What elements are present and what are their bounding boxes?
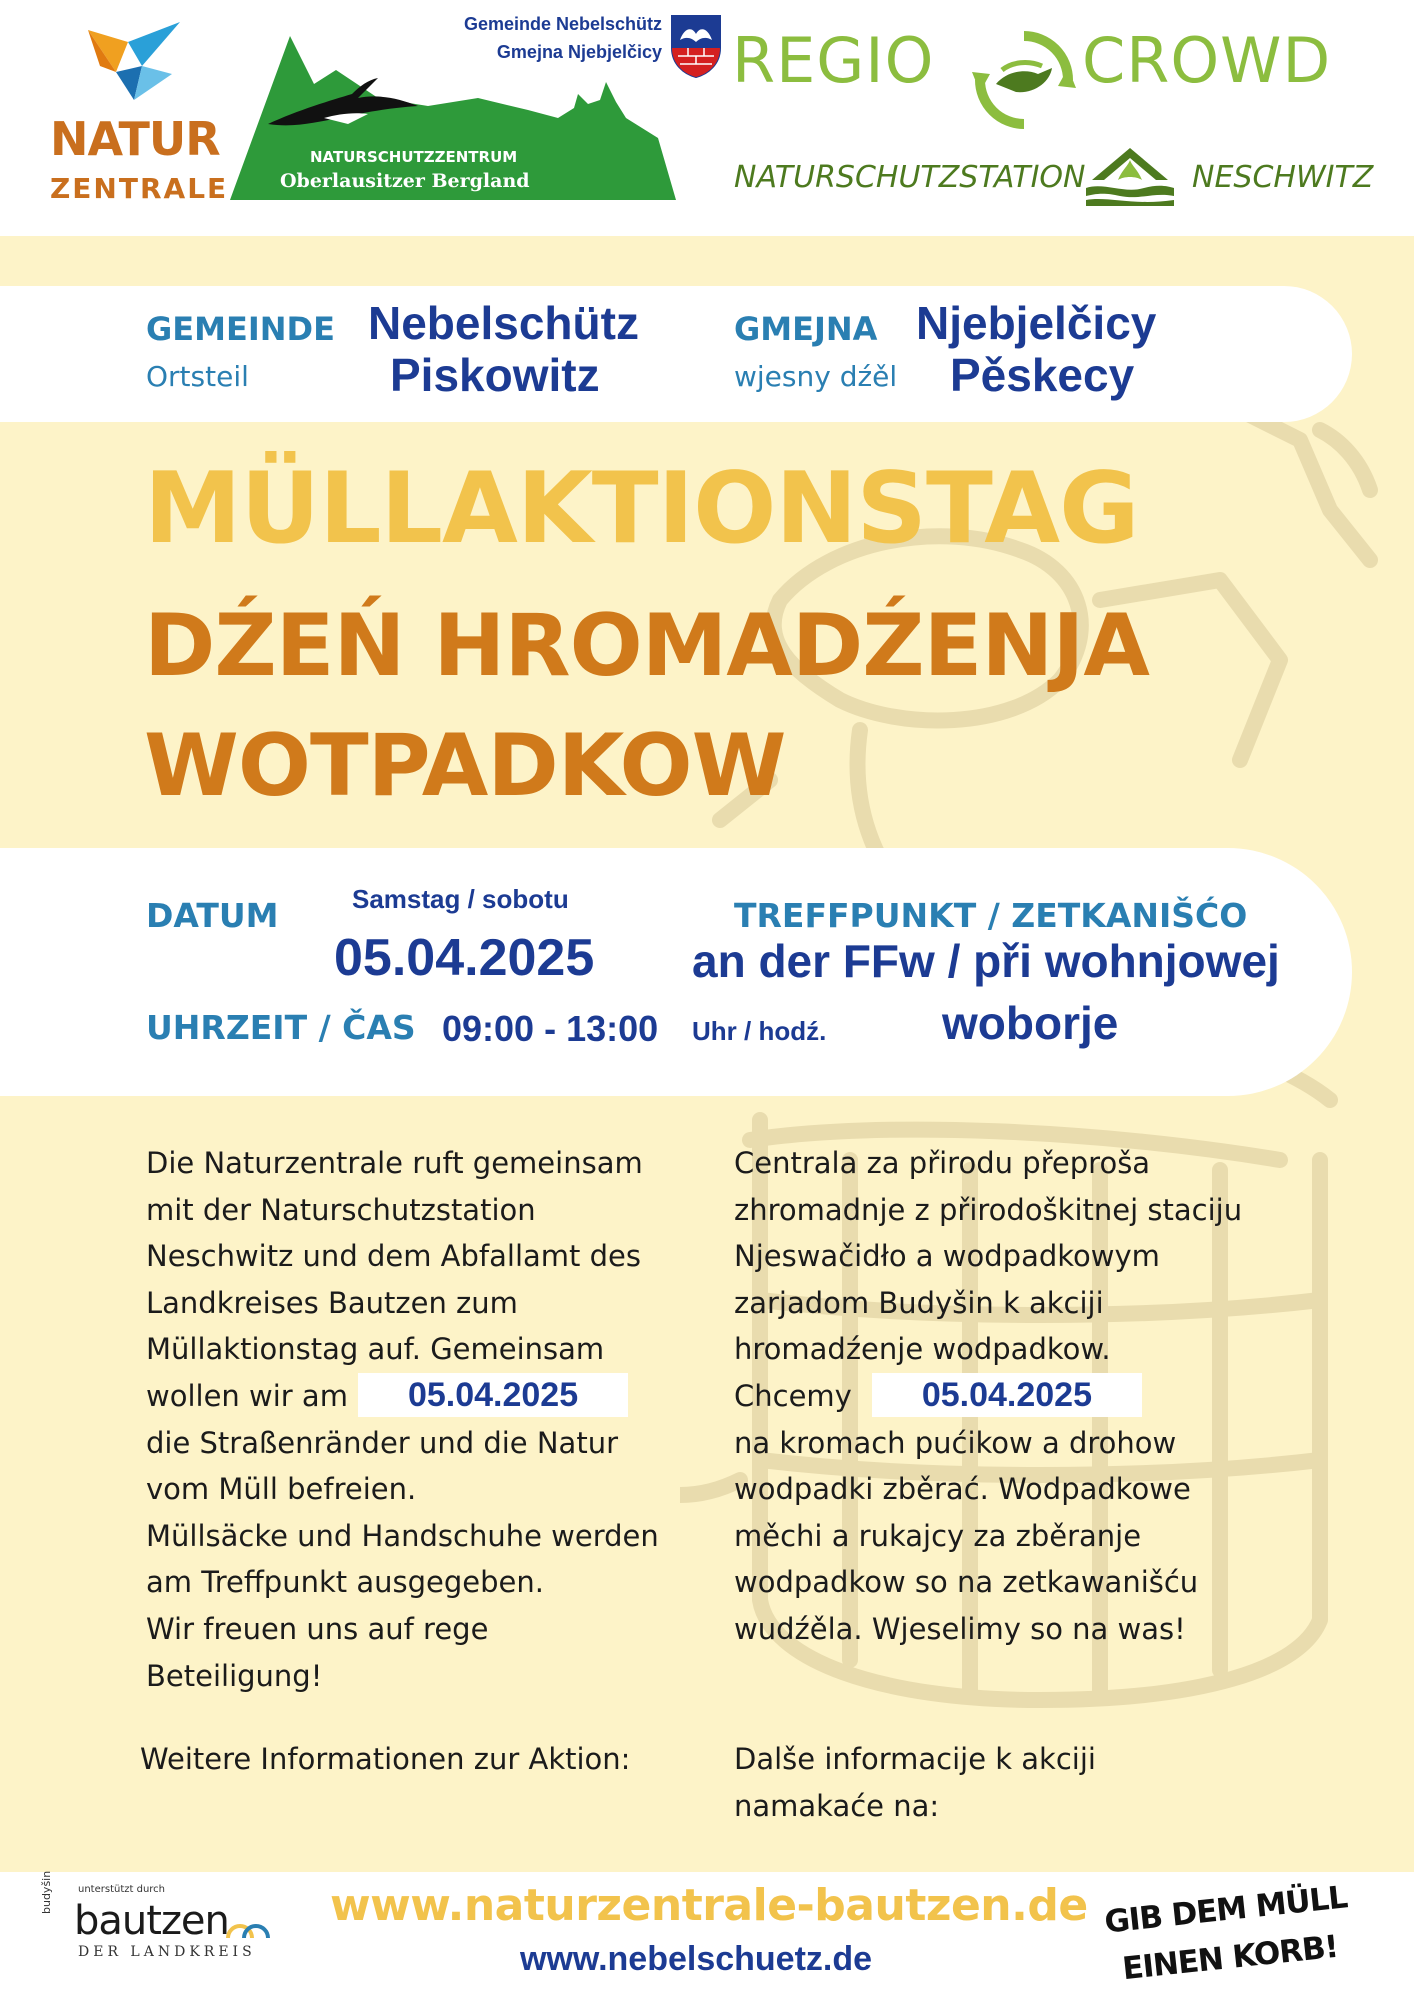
weekday: Samstag / sobotu bbox=[352, 884, 569, 914]
slogan-badge bbox=[1098, 1879, 1388, 1992]
naturschutzstation-word: NATURSCHUTZSTATION bbox=[734, 160, 1086, 195]
text-line: Müllaktionstag auf. Gemeinsam bbox=[146, 1332, 605, 1367]
naturzentrale-url-link[interactable]: www.naturzentrale-bautzen.de bbox=[330, 1880, 1088, 1931]
body-text-sorbian bbox=[734, 1140, 1242, 1653]
title-german: MÜLLAKTIONSTAG bbox=[144, 452, 1139, 566]
header bbox=[0, 0, 1414, 236]
text-line: Die Naturzentrale ruft gemeinsam bbox=[146, 1146, 643, 1180]
gemeinde-label: GEMEINDE bbox=[146, 310, 335, 348]
bautzen-rings-icon bbox=[224, 1912, 284, 1942]
inline-date-box: 05.04.2025 bbox=[872, 1373, 1142, 1417]
regio-word: REGIO bbox=[732, 24, 935, 97]
text-line: hromadźenje wodpadkow. bbox=[734, 1332, 1111, 1367]
text-line: Centrala za přirodu přeproša bbox=[734, 1146, 1151, 1180]
bautzen-logo-word: bautzen bbox=[74, 1898, 229, 1944]
budysin-label: budyšin bbox=[40, 1870, 53, 1914]
gemeinde-name-hsb: Gmejna Njebjelčicy bbox=[496, 42, 662, 62]
gemeinde-logo bbox=[400, 12, 720, 72]
text-line: zarjadom Budyšin k akciji bbox=[734, 1285, 1104, 1320]
coat-of-arms-icon bbox=[670, 14, 722, 78]
meeting-place-line1: an der FFw / při wohnjowej bbox=[692, 935, 1280, 987]
uhrzeit-label: UHRZEIT / ČAS bbox=[146, 1008, 416, 1047]
text-line: mit der Naturschutzstation bbox=[146, 1192, 536, 1227]
ortsteil-value: Piskowitz bbox=[390, 349, 600, 401]
event-date: 05.04.2025 bbox=[334, 929, 595, 987]
landkreis-label: DER LANDKREIS bbox=[78, 1944, 256, 1960]
text-line: wodpadkow so na zetkawanišću bbox=[734, 1565, 1199, 1600]
text-line: Neschwitz und dem Abfallamt des bbox=[146, 1239, 641, 1274]
text-line: Wir freuen uns auf rege bbox=[146, 1611, 489, 1646]
event-info-band bbox=[0, 848, 1352, 1096]
neschwitz-word: NESCHWITZ bbox=[1192, 160, 1374, 195]
regio-crowd-logo bbox=[732, 24, 1372, 204]
text-line: wudźěla. Wjeselimy so na was! bbox=[734, 1611, 1186, 1646]
text-line: Müllsäcke und Handschuhe werden bbox=[146, 1518, 659, 1553]
event-time: 09:00 - 13:00 bbox=[442, 1008, 659, 1049]
treffpunkt-label: TREFFPUNKT / ZETKANIŠĆO bbox=[734, 896, 1248, 935]
text-fragment: wollen wir am bbox=[146, 1378, 348, 1413]
naturzentrale-logo bbox=[50, 22, 229, 212]
supported-by-label: unterstützt durch bbox=[78, 1884, 166, 1895]
text-line: Njeswačidło a wodpadkowym bbox=[734, 1239, 1160, 1274]
more-info-sorbian bbox=[734, 1736, 1096, 1829]
text-line: die Straßenränder und die Natur bbox=[146, 1425, 619, 1460]
text-line: Dalše informacije k akciji bbox=[734, 1742, 1096, 1776]
text-line: namakaće na: bbox=[734, 1788, 940, 1823]
text-line: am Treffpunkt ausgegeben. bbox=[146, 1565, 544, 1600]
time-unit: Uhr / hodź. bbox=[692, 1016, 827, 1046]
nebelschuetz-url-link[interactable]: www.nebelschuetz.de bbox=[520, 1940, 873, 1978]
crowd-word: CROWD bbox=[1082, 24, 1332, 97]
title-sorbian-line1: DŹEŃ HROMADŹENJA bbox=[144, 596, 1149, 696]
oberlausitzer-bergland-name: Oberlausitzer Bergland bbox=[280, 170, 530, 192]
meeting-place-line2: woborje bbox=[942, 997, 1119, 1049]
datum-label: DATUM bbox=[146, 896, 279, 935]
text-line: zhromadnje z přirodoškitnej staciju bbox=[734, 1192, 1243, 1227]
gmejna-label: GMEJNA bbox=[734, 310, 878, 348]
natur-word: NATUR bbox=[50, 112, 220, 166]
text-line-with-date bbox=[734, 1373, 1242, 1420]
ortsteil-label: Ortsteil bbox=[146, 360, 249, 393]
text-line-with-date bbox=[146, 1373, 659, 1420]
station-neschwitz-icon bbox=[1084, 144, 1176, 208]
text-line: vom Müll befreien. bbox=[146, 1472, 417, 1507]
title-sorbian-line2: WOTPADKOW bbox=[144, 716, 786, 816]
text-line: wodpadki zběrać. Wodpadkowe bbox=[734, 1472, 1191, 1507]
hands-circle-icon bbox=[972, 28, 1076, 132]
wjesny-value: Pěskecy bbox=[950, 349, 1135, 401]
text-line: na kromach pućikow a drohow bbox=[734, 1425, 1177, 1460]
zentrale-word: ZENTRALE bbox=[50, 172, 229, 205]
gmejna-value: Njebjelčicy bbox=[916, 297, 1157, 349]
gemeinde-name-de: Gemeinde Nebelschütz bbox=[463, 14, 662, 34]
body-text-german bbox=[146, 1140, 659, 1699]
inline-date-box: 05.04.2025 bbox=[358, 1373, 628, 1417]
wjesny-label: wjesny dźěl bbox=[734, 360, 898, 393]
slogan-line1: GIB DEM MÜLL bbox=[1102, 1879, 1349, 1941]
text-line: Landkreises Bautzen zum bbox=[146, 1285, 518, 1320]
gemeinde-value: Nebelschütz bbox=[368, 297, 639, 349]
naturschutzzentrum-name: NATURSCHUTZZENTRUM bbox=[310, 148, 518, 166]
text-line: Beteiligung! bbox=[146, 1658, 323, 1693]
slogan-line2: EINEN KORB! bbox=[1120, 1928, 1340, 1988]
bird-origami-icon bbox=[80, 22, 190, 112]
text-line: měchi a rukajcy za zběranje bbox=[734, 1518, 1142, 1553]
location-band bbox=[0, 286, 1352, 422]
text-fragment: Chcemy bbox=[734, 1378, 852, 1413]
more-info-german: Weitere Informationen zur Aktion: bbox=[140, 1742, 631, 1776]
footer bbox=[0, 1872, 1414, 2000]
